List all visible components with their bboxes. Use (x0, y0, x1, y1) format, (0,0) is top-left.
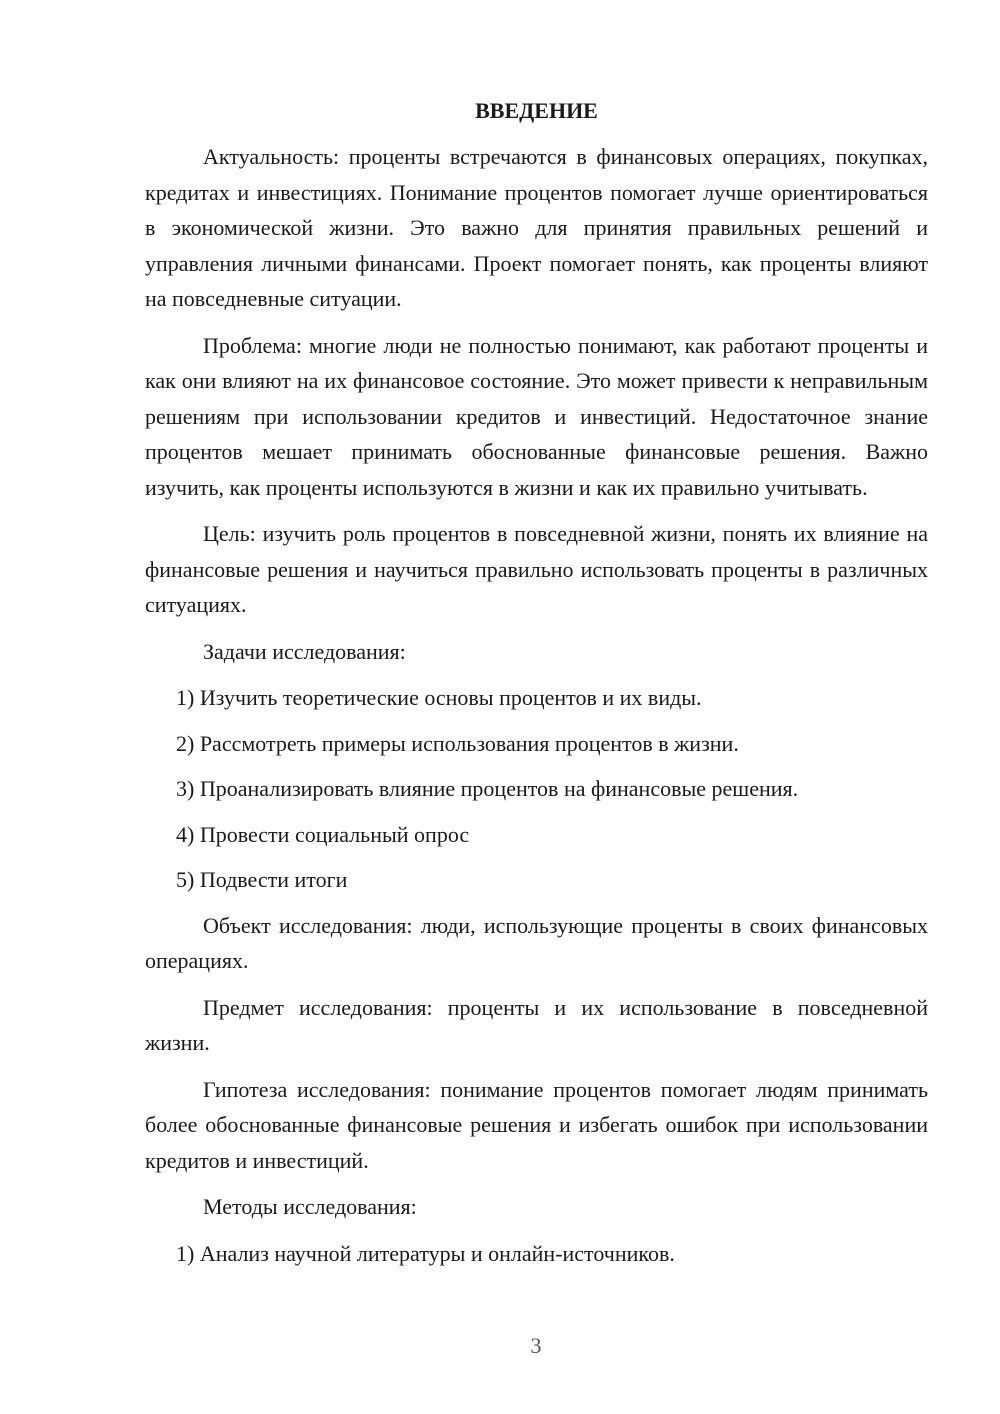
section-heading: ВВЕДЕНИЕ (475, 98, 598, 123)
list-item: 5) Подвести итоги (176, 867, 348, 892)
list-item: 4) Провести социальный опрос (176, 821, 470, 847)
methods-label: Методы исследования: (203, 1194, 417, 1219)
problem-paragraph: Проблема: многие люди не полностью понимают, как работают проценты и как они влияют на их финансовое состояние. Это может привести к неправильным решениям при использовании кредитов и инвестиций. Недостаточное знание процентов мешает принимать обоснованные финансовые решения. Важно изучить, как проценты используются в жизни и как их правильно учитывать. (145, 332, 928, 500)
tasks-list (145, 680, 928, 898)
list-item: 1) Анализ научной литературы и онлайн-источников. (176, 1240, 675, 1266)
relevance-paragraph: Актуальность: проценты встречаются в финансовых операциях, покупках, кредитах и инвестициях. Понимание процентов помогает лучше ориентироваться в экономической жизни. Это важно для принятия правильных решений и управления личными финансами. Проект помогает понять, как проценты влияют на повседневные ситуации. (145, 144, 928, 311)
subject-paragraph: Предмет исследования: проценты и их использование в повседневной жизни. (145, 994, 928, 1055)
object-paragraph: Объект исследования: люди, использующие проценты в своих финансовых операциях. (145, 912, 928, 973)
hypothesis-paragraph: Гипотеза исследования: понимание процентов помогает людям принимать более обоснованные финансовые решения и избегать ошибок при использовании кредитов и инвестиций. (145, 1076, 928, 1173)
document-page (145, 95, 928, 1281)
tasks-label: Задачи исследования: (203, 638, 406, 664)
page-number: 3 (530, 1333, 542, 1358)
list-item: 2) Рассмотреть примеры использования процентов в жизни. (176, 730, 739, 756)
list-item: 1) Изучить теоретические основы процентов и их виды. (176, 685, 702, 710)
list-item: 3) Проанализировать влияние процентов на финансовые решения. (176, 776, 799, 801)
goal-paragraph: Цель: изучить роль процентов в повседневной жизни, понять их влияние на финансовые решения и научиться правильно использовать проценты в различных ситуациях. (145, 521, 928, 617)
methods-list (145, 1236, 928, 1272)
